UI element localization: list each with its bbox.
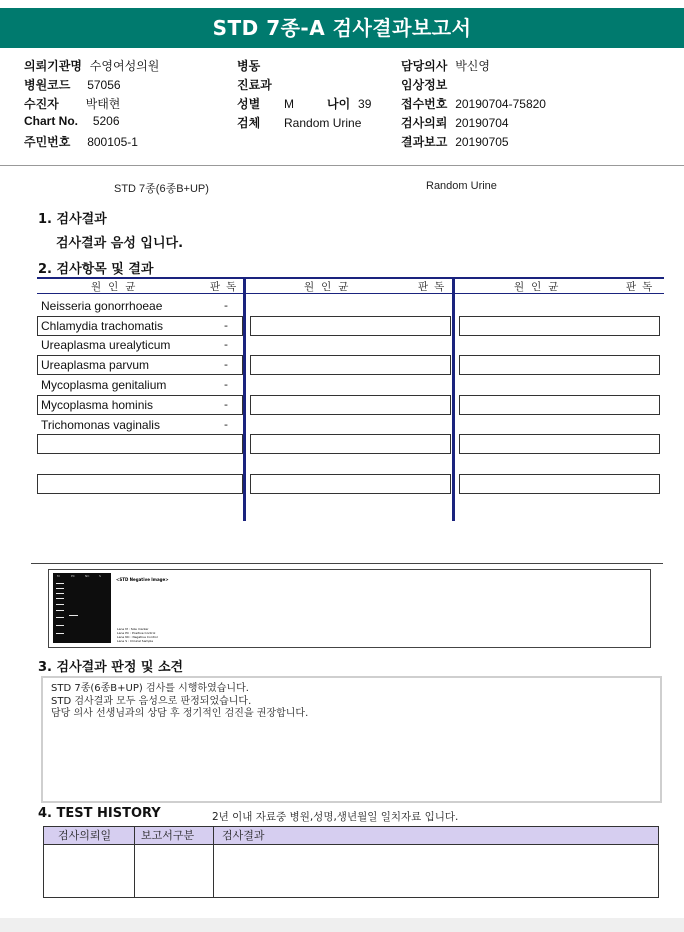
- clinical-label: 임상정보: [401, 78, 448, 92]
- gel-band: [56, 610, 64, 611]
- patient-field: [24, 95, 120, 112]
- sex-field: [237, 95, 294, 112]
- specimen-value: Random Urine: [284, 116, 362, 130]
- dept-label: 진료과: [237, 78, 272, 92]
- report-title: STD 7종-A 검사결과보고서: [0, 8, 684, 48]
- section1-title: 1. 검사결과: [38, 212, 107, 227]
- row-box: [459, 355, 660, 375]
- col-head-pathogen-3: 원인균: [514, 281, 566, 293]
- row-box: [459, 316, 660, 336]
- age-label: 나이: [327, 97, 351, 111]
- id-field: [24, 133, 138, 150]
- table-row-pathogen: Ureaplasma parvum: [41, 358, 150, 372]
- col-head-reading-2: 판독: [418, 281, 451, 293]
- col-head-pathogen-2: 원인균: [304, 281, 356, 293]
- chart-value: 5206: [92, 114, 120, 128]
- org-value: 수영여성의원: [89, 59, 160, 73]
- gel-lane-label: NC: [85, 574, 90, 578]
- opinion-line: STD 7종(6종B+UP) 검사를 시행하였습니다.: [51, 683, 249, 694]
- report-label: 결과보고: [401, 135, 448, 149]
- section1-result-text: 검사결과 음성 입니다.: [56, 236, 184, 251]
- gel-band: [56, 583, 64, 584]
- table-row-pathogen: Ureaplasma urealyticum: [41, 338, 171, 352]
- section-divider: [31, 563, 663, 564]
- row-box: [459, 474, 660, 494]
- history-col-date: 검사의뢰일: [58, 829, 112, 842]
- report-field: [401, 133, 509, 150]
- ward-label: 병동: [237, 59, 261, 73]
- gel-band: [56, 633, 64, 634]
- receipt-value: 20190704-75820: [455, 97, 546, 111]
- id-label: 주민번호: [24, 135, 71, 149]
- request-field: [401, 114, 509, 131]
- id-value: 800105-1: [87, 135, 138, 149]
- clinical-field: [401, 76, 447, 93]
- specimen-label: 검체: [237, 116, 261, 130]
- row-box: [250, 355, 451, 375]
- row-box: [250, 434, 451, 454]
- doctor-value: 박신영: [455, 59, 490, 73]
- org-label: 의뢰기관명: [24, 59, 82, 73]
- col-head-pathogen-1: 원인균: [91, 281, 143, 293]
- table-row-result: -: [224, 418, 228, 431]
- gel-legend-item: Lane PC : Positive Control: [117, 631, 156, 635]
- sub-test-name: STD 7종(6종B+UP): [114, 183, 209, 195]
- receipt-field: [401, 95, 546, 112]
- gel-band: [56, 588, 64, 589]
- sub-specimen: Random Urine: [426, 180, 497, 192]
- row-box: [250, 316, 451, 336]
- gel-legend-item: Lane M : Size marker: [117, 627, 149, 631]
- request-label: 검사의뢰: [401, 116, 448, 130]
- gel-band: [56, 593, 64, 594]
- receipt-label: 접수번호: [401, 97, 448, 111]
- table-row-result: -: [224, 338, 228, 351]
- history-note: 2년 이내 자료중 병원,성명,생년월일 일치자료 입니다.: [212, 811, 459, 823]
- doctor-field: [401, 57, 490, 74]
- table-divider-2: [452, 277, 455, 521]
- gel-image-title: <STD Negative Image>: [116, 577, 169, 582]
- chart-label: Chart No.: [24, 114, 78, 128]
- table-row-result: -: [224, 299, 228, 312]
- section3-title: 3. 검사결과 판정 및 소견: [38, 660, 184, 675]
- row-box: [37, 474, 243, 494]
- section2-title: 2. 검사항목 및 결과: [38, 262, 154, 277]
- history-col-divider: [134, 826, 135, 898]
- gel-band: [69, 615, 78, 616]
- section4-title: 4. TEST HISTORY: [38, 806, 161, 821]
- table-row-result: -: [224, 398, 228, 411]
- gel-legend-item: Lane S : Clinical Sample: [117, 639, 154, 643]
- history-table-header: [43, 826, 659, 845]
- gel-band: [56, 625, 64, 626]
- doctor-label: 담당의사: [401, 59, 448, 73]
- row-box: [459, 395, 660, 415]
- opinion-line: 담당 의사 선생님과의 상담 후 정기적인 검진을 권장합니다.: [51, 708, 309, 719]
- age-value: 39: [358, 97, 372, 111]
- gel-lane-label: M: [57, 574, 60, 578]
- table-row-pathogen: Trichomonas vaginalis: [41, 418, 160, 432]
- gel-lane-label: S: [99, 574, 101, 578]
- org-field: [24, 57, 159, 74]
- col-head-reading-1: 판독: [210, 281, 243, 293]
- history-col-type: 보고서구분: [141, 829, 195, 842]
- patient-label: 수진자: [24, 97, 59, 111]
- gel-band: [56, 604, 64, 605]
- gel-lane-label: PC: [71, 574, 75, 578]
- patient-value: 박태현: [85, 97, 121, 111]
- col-head-reading-3: 판독: [626, 281, 659, 293]
- hospcode-field: [24, 76, 121, 93]
- ward-field: [237, 57, 260, 74]
- table-divider-1: [243, 277, 246, 521]
- table-row-pathogen: Chlamydia trachomatis: [41, 319, 164, 333]
- history-col-result: 검사결과: [222, 829, 265, 842]
- gel-electrophoresis-image: [53, 573, 111, 643]
- chart-field: [24, 114, 120, 128]
- row-box: [37, 434, 243, 454]
- row-box: [250, 395, 451, 415]
- sex-label: 성별: [237, 97, 261, 111]
- table-row-pathogen: Neisseria gonorrhoeae: [41, 299, 163, 313]
- history-col-divider: [213, 826, 214, 898]
- table-row-result: -: [224, 358, 228, 371]
- dept-field: [237, 76, 272, 93]
- table-row-result: -: [224, 378, 228, 391]
- row-box: [459, 434, 660, 454]
- opinion-line: STD 검사결과 모두 음성으로 판정되었습니다.: [51, 695, 252, 707]
- hospcode-value: 57056: [87, 78, 121, 92]
- table-row-pathogen: Mycoplasma hominis: [41, 398, 154, 412]
- row-box: [250, 474, 451, 494]
- report-value: 20190705: [455, 135, 509, 149]
- hospcode-label: 병원코드: [24, 78, 71, 92]
- table-row-pathogen: Mycoplasma genitalium: [41, 378, 167, 392]
- specimen-field: [237, 114, 361, 131]
- gel-band: [56, 598, 64, 599]
- page-footer-strip: [0, 918, 684, 932]
- gel-legend-item: Lane NC : Negative Control: [117, 635, 158, 639]
- sex-value: M: [284, 97, 295, 111]
- gel-band: [56, 617, 64, 618]
- table-row-result: -: [224, 319, 228, 332]
- opinion-textbox: [41, 676, 662, 803]
- request-value: 20190704: [455, 116, 509, 130]
- age-field: [327, 95, 371, 112]
